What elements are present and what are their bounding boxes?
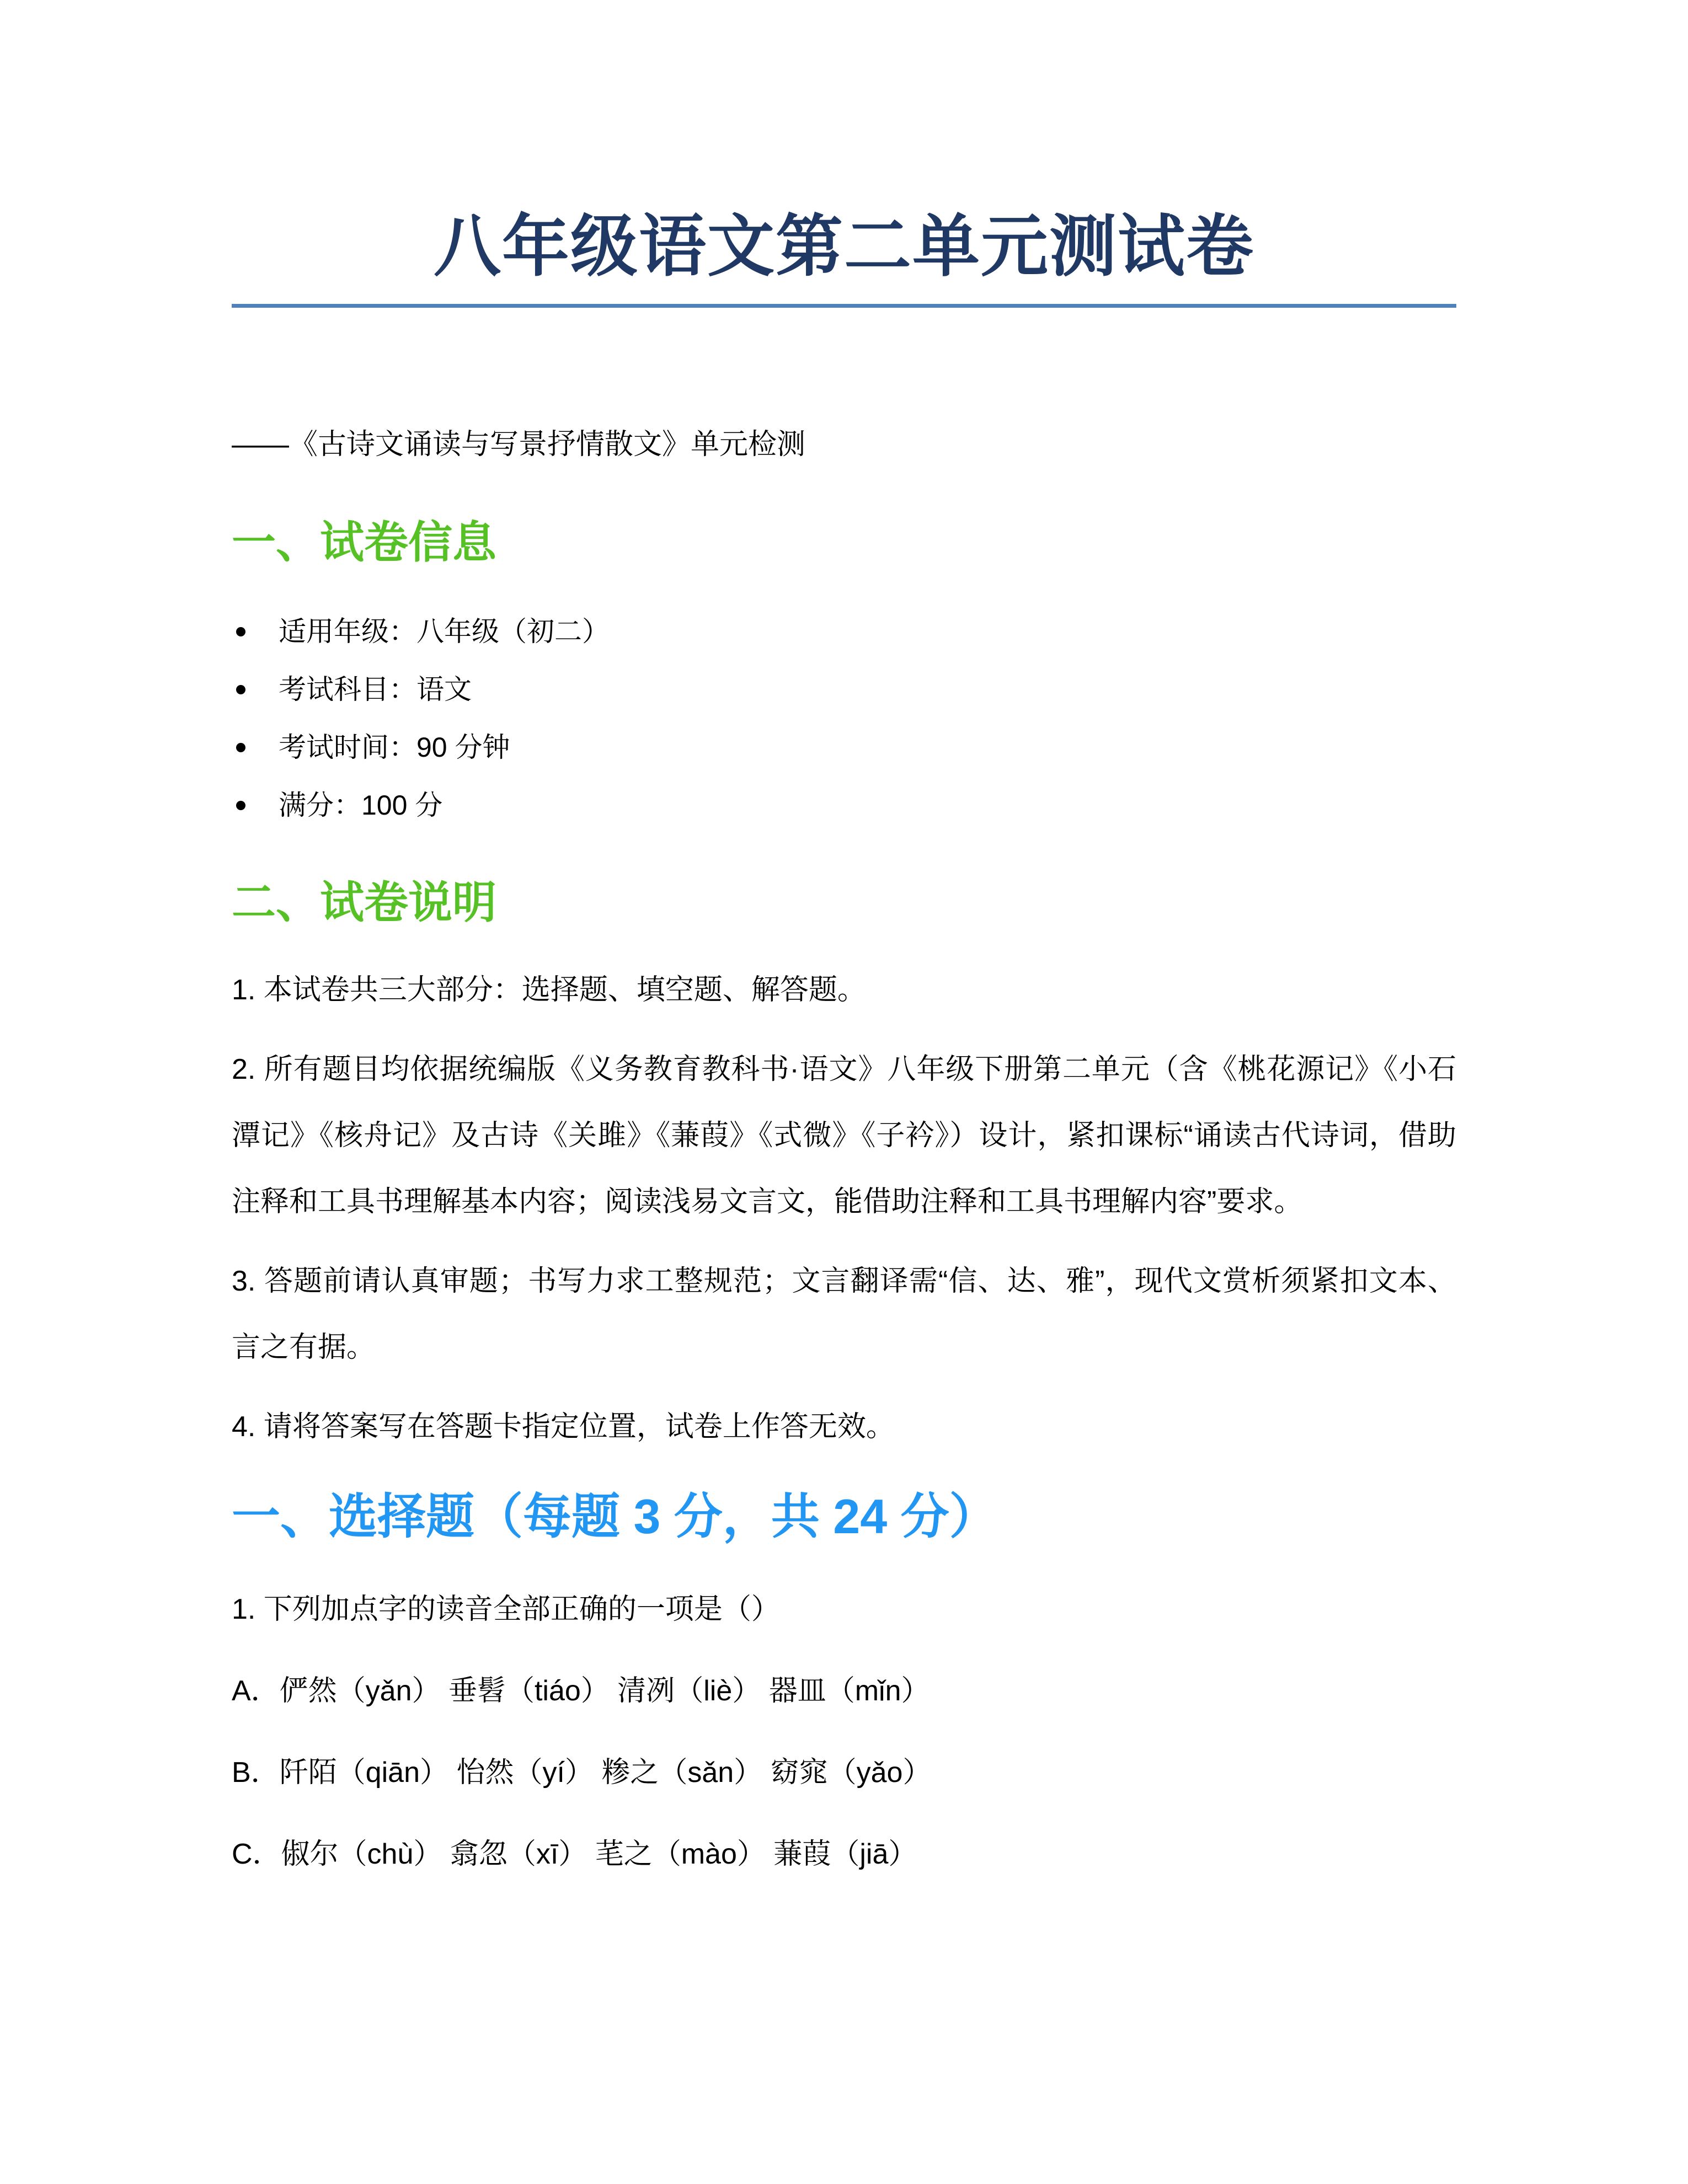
- bullet-icon: [236, 801, 245, 810]
- note-paragraph-2: 2. 所有题目均依据统编版《义务教育教科书·语文》八年级下册第二单元（含《桃花源记》《小石潭记》《核舟记》及古诗《关雎》《蒹葭》《式微》《子衿》）设计，紧扣课标“诵读古代诗词，借助注释和工具书理解基本内容；阅读浅易文言文，能借助注释和工具书理解内容”要求。: [232, 1053, 1456, 1218]
- section-heading-choice-questions: 一、选择题（每题 3 分，共 24 分）: [232, 1489, 998, 1544]
- list-item-text: 考试时间：90 分钟: [279, 732, 510, 763]
- note-paragraph-4: 4. 请将答案写在答题卡指定位置，试卷上作答无效。: [232, 1411, 895, 1443]
- bullet-icon: [236, 627, 245, 636]
- subtitle: ——《古诗文诵读与写景抒情散文》单元检测: [232, 428, 806, 461]
- question-1-option-c: C．俶尔（chù） 翕忽（xī） 芼之（mào） 蒹葭（jiā）: [232, 1838, 917, 1870]
- list-item-grade: [232, 603, 1456, 661]
- list-item-duration: [232, 719, 1456, 777]
- list-item-text: 适用年级：八年级（初二）: [279, 616, 610, 647]
- list-item-subject: [232, 661, 1456, 719]
- question-1: 1. 下列加点字的读音全部正确的一项是（）: [232, 1593, 780, 1625]
- note-paragraph-3: 3. 答题前请认真审题；书写力求工整规范；文言翻译需“信、达、雅”，现代文赏析须紧扣文本、言之有据。: [232, 1265, 1456, 1364]
- section-heading-paper-notes: 二、试卷说明: [232, 878, 496, 928]
- page-title: 八年级语文第二单元测试卷: [434, 209, 1254, 284]
- bullet-icon: [236, 743, 245, 752]
- title-divider: [232, 304, 1456, 308]
- bullet-icon: [236, 685, 245, 694]
- paper-info-list: [232, 603, 1456, 834]
- question-1-option-a: A．俨然（yǎn） 垂髫（tiáo） 清冽（liè） 器皿（mǐn）: [232, 1674, 930, 1707]
- list-item-text: 满分：100 分: [279, 790, 443, 821]
- question-1-option-b: B．阡陌（qiān） 怡然（yí） 糁之（sǎn） 窈窕（yǎo）: [232, 1756, 932, 1789]
- section-heading-paper-info: 一、试卷信息: [232, 518, 496, 568]
- list-item-full-score: [232, 777, 1456, 834]
- note-paragraph-1: 1. 本试卷共三大部分：选择题、填空题、解答题。: [232, 974, 866, 1007]
- list-item-text: 考试科目：语文: [279, 674, 472, 705]
